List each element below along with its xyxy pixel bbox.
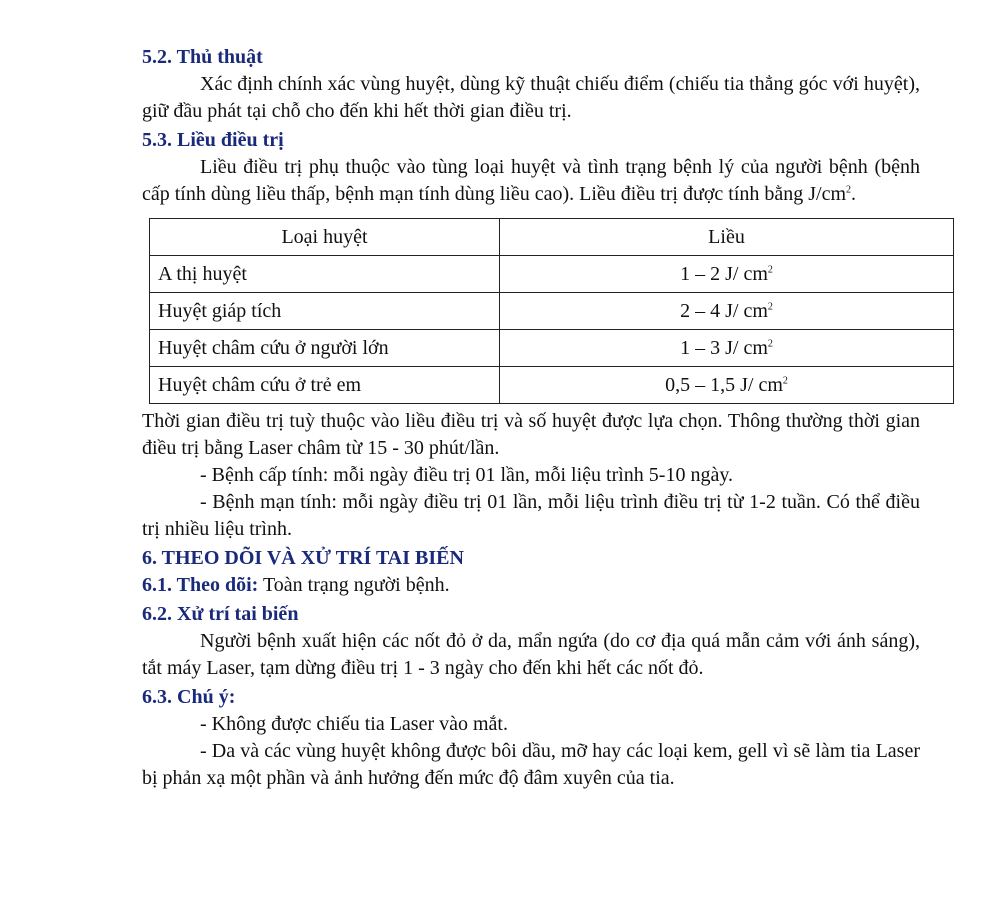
heading-6-1: 6.1. Theo dõi:: [142, 574, 259, 596]
bullet-eyes: - Không được chiếu tia Laser vào mắt.: [200, 713, 508, 735]
table-header-row: [150, 219, 954, 256]
table-row: [150, 367, 954, 404]
heading-5-2: 5.2. Thủ thuật: [142, 46, 263, 68]
table-cell-dose: 1 – 3 J/ $cm^2$: [500, 330, 954, 367]
paragraph-procedure: Xác định chính xác vùng huyệt, dùng kỹ thuật chiếu điểm (chiếu tia thẳng góc với huyệt), giữ đầu phát tại chỗ cho đến khi hết thời gian điều trị.: [142, 73, 920, 122]
heading-5-3: 5.3. Liều điều trị: [142, 129, 284, 151]
heading-6: 6. THEO DÕI VÀ XỬ TRÍ TAI BIẾN: [142, 547, 464, 569]
table-cell-point: Huyệt giáp tích: [150, 293, 500, 330]
bullet-chronic: - Bệnh mạn tính: mỗi ngày điều trị 01 lần, mỗi liệu trình điều trị từ 1-2 tuần. Có thể điều trị nhiều liệu trình.: [142, 491, 920, 540]
document-page: [142, 44, 920, 792]
table-header-point: Loại huyệt: [150, 219, 500, 256]
dosage-text: Liều điều trị phụ thuộc vào tùng loại huyệt và tình trạng bệnh lý của người bệnh (bệnh cấp tính dùng liều thấp, bệnh mạn tính dùng liều cao). Liều điều trị được tính bằng J/cm: [142, 156, 920, 205]
table-row: [150, 293, 954, 330]
monitoring-text: Toàn trạng người bệnh.: [258, 574, 450, 596]
dosage-table: [149, 218, 954, 404]
paragraph-treatment-time: Thời gian điều trị tuỳ thuộc vào liều điều trị và số huyệt được lựa chọn. Thông thường thời gian điều trị bằng Laser châm từ 15 - 30 phút/lần.: [142, 410, 920, 459]
heading-6-2: 6.2. Xử trí tai biến: [142, 603, 299, 625]
bullet-skin: - Da và các vùng huyệt không được bôi dầu, mỡ hay các loại kem, gell vì sẽ làm tia Laser bị phản xạ một phần và ảnh hưởng đến mức độ đâm xuyên của tia.: [142, 740, 920, 789]
table-cell-point: Huyệt châm cứu ở trẻ em: [150, 367, 500, 404]
table-cell-dose: 2 – 4 J/ $cm^2$: [500, 293, 954, 330]
table-row: [150, 330, 954, 367]
dosage-unit-superscript: 2: [846, 184, 852, 196]
paragraph-complications: Người bệnh xuất hiện các nốt đỏ ở da, mẩn ngứa (do cơ địa quá mẫn cảm với ánh sáng), tắt máy Laser, tạm dừng điều trị 1 - 3 ngày cho đến khi hết các nốt đỏ.: [142, 630, 920, 679]
paragraph-6-1: [142, 572, 920, 599]
heading-6-3: 6.3. Chú ý:: [142, 686, 236, 708]
table-cell-dose: 0,5 – 1,5 J/ $cm^2$: [500, 367, 954, 404]
paragraph-dosage: [142, 154, 920, 208]
dosage-text-end: .: [851, 183, 857, 205]
table-header-dose: Liều: [500, 219, 954, 256]
table-row: [150, 256, 954, 293]
bullet-acute: - Bệnh cấp tính: mỗi ngày điều trị 01 lần, mỗi liệu trình 5-10 ngày.: [200, 464, 734, 486]
table-cell-point: A thị huyệt: [150, 256, 500, 293]
table-cell-point: Huyệt châm cứu ở người lớn: [150, 330, 500, 367]
table-cell-dose: 1 – 2 J/ $cm^2$: [500, 256, 954, 293]
